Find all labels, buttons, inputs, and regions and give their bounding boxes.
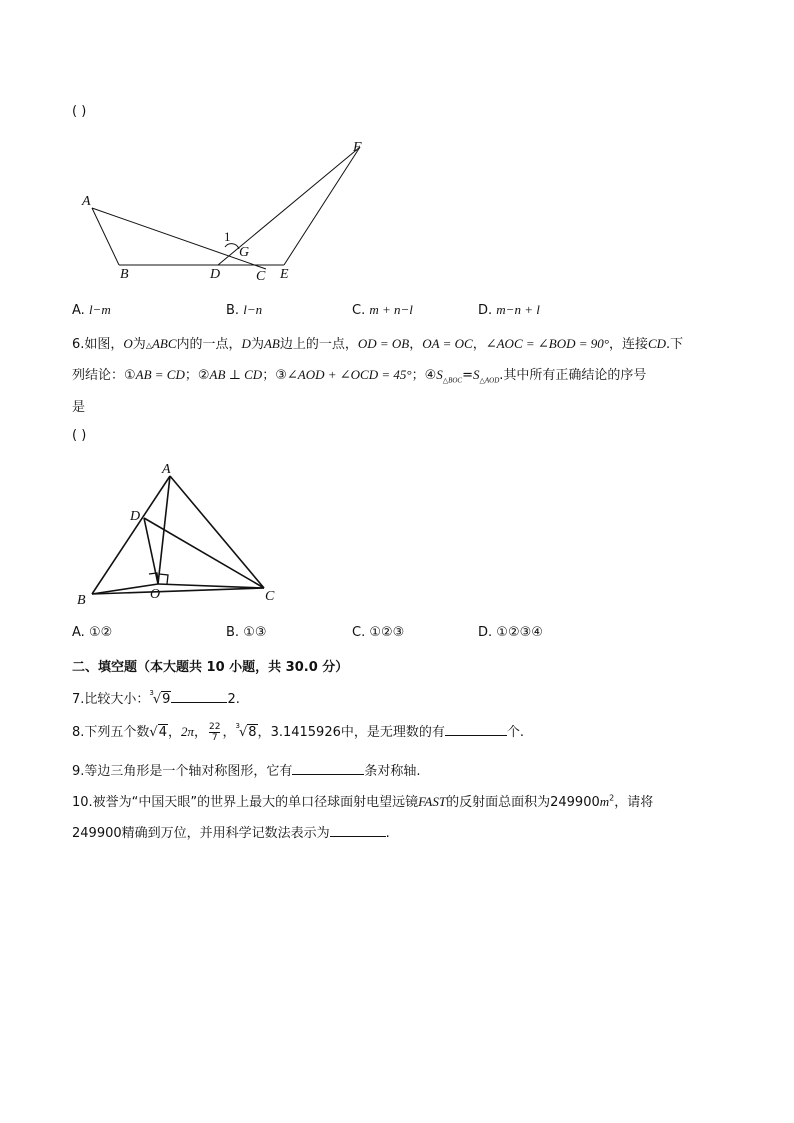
- q5-option-b[interactable]: B. l−n: [226, 302, 263, 318]
- seg-EF: [284, 147, 360, 265]
- q5-option-a[interactable]: A. l−m: [72, 302, 111, 318]
- q5-option-d[interactable]: D. m−n + l: [478, 302, 540, 318]
- label-B: B: [120, 267, 129, 282]
- cube-root-8: $^3$√8: [235, 722, 257, 740]
- q6-answer-paren: ( ): [72, 428, 87, 443]
- q9-answer-blank[interactable]: [292, 762, 364, 775]
- q5-option-c[interactable]: C. m + n−l: [352, 302, 413, 318]
- fraction-22-7: $\frac{22}{7}$: [209, 722, 221, 743]
- label-G: G: [239, 245, 250, 260]
- label-D: D: [210, 267, 221, 282]
- q10-answer-blank[interactable]: [330, 824, 386, 837]
- q9: 9.等边三角形是一个轴对称图形，它有 条对称轴.: [72, 764, 421, 779]
- label-angle-1: 1: [224, 229, 231, 244]
- q6-option-c[interactable]: C. ①②③: [352, 625, 405, 640]
- label-C: C: [256, 269, 266, 284]
- q7-answer-blank[interactable]: [171, 690, 227, 703]
- q5-figure: [70, 135, 400, 285]
- label-C: C: [265, 589, 275, 604]
- label-E: E: [280, 267, 289, 282]
- angle-1-arc: [225, 244, 239, 249]
- q6-line-3: 是: [72, 400, 86, 415]
- q7: 7.比较大小：$^3$√9 2.: [72, 689, 240, 707]
- label-F: F: [353, 140, 362, 155]
- q6-figure: [72, 458, 292, 608]
- cube-root-9: $^3$√9: [149, 689, 171, 707]
- q10-line-2: 249900精确到万位，并用科学记数法表示为 .: [72, 826, 390, 841]
- seg-OC: [158, 584, 264, 588]
- label-A: A: [82, 194, 91, 209]
- sqrt-4: √4: [149, 725, 167, 740]
- q8: 8.下列五个数√4，2π， $\frac{22}{7}$ ，$^3$√8，3.1415926中，是无理数的有 个.: [72, 722, 525, 743]
- q5-answer-paren: ( ): [72, 104, 87, 119]
- q6-line-1: 6.如图，O为△ABC内的一点，D为AB边上的一点，OD = OB，OA = OC，∠AOC = ∠BOD = 90°，连接CD.下: [72, 336, 684, 352]
- seg-BC: [92, 588, 264, 594]
- q6-option-b[interactable]: B. ①③: [226, 625, 267, 640]
- label-O: O: [150, 587, 161, 602]
- q10-line-1: 10.被誉为“中国天眼”的世界上最大的单口径球面射电望远镜FAST的反射面总面积为$249900m^2$，请将: [72, 793, 654, 810]
- label-A: A: [162, 462, 171, 477]
- label-B: B: [77, 593, 86, 608]
- q6-option-d[interactable]: D. ①②③④: [478, 625, 543, 640]
- seg-AC: [170, 476, 264, 588]
- label-D: D: [130, 509, 141, 524]
- q8-answer-blank[interactable]: [445, 723, 507, 736]
- q6-line-2: 列结论：①AB = CD；②AB ⊥ CD；③∠AOD + ∠OCD = 45°；$④S_{\triangle BOC}=S_{\triangle AOD}$.其中所有正确结论的序号: [72, 367, 647, 385]
- right-angle-mark-right: [159, 574, 168, 584]
- q6-option-a[interactable]: A. ①②: [72, 625, 113, 640]
- section-heading: 二、填空题（本大题共 10 小题，共 30.0 分）: [72, 660, 349, 675]
